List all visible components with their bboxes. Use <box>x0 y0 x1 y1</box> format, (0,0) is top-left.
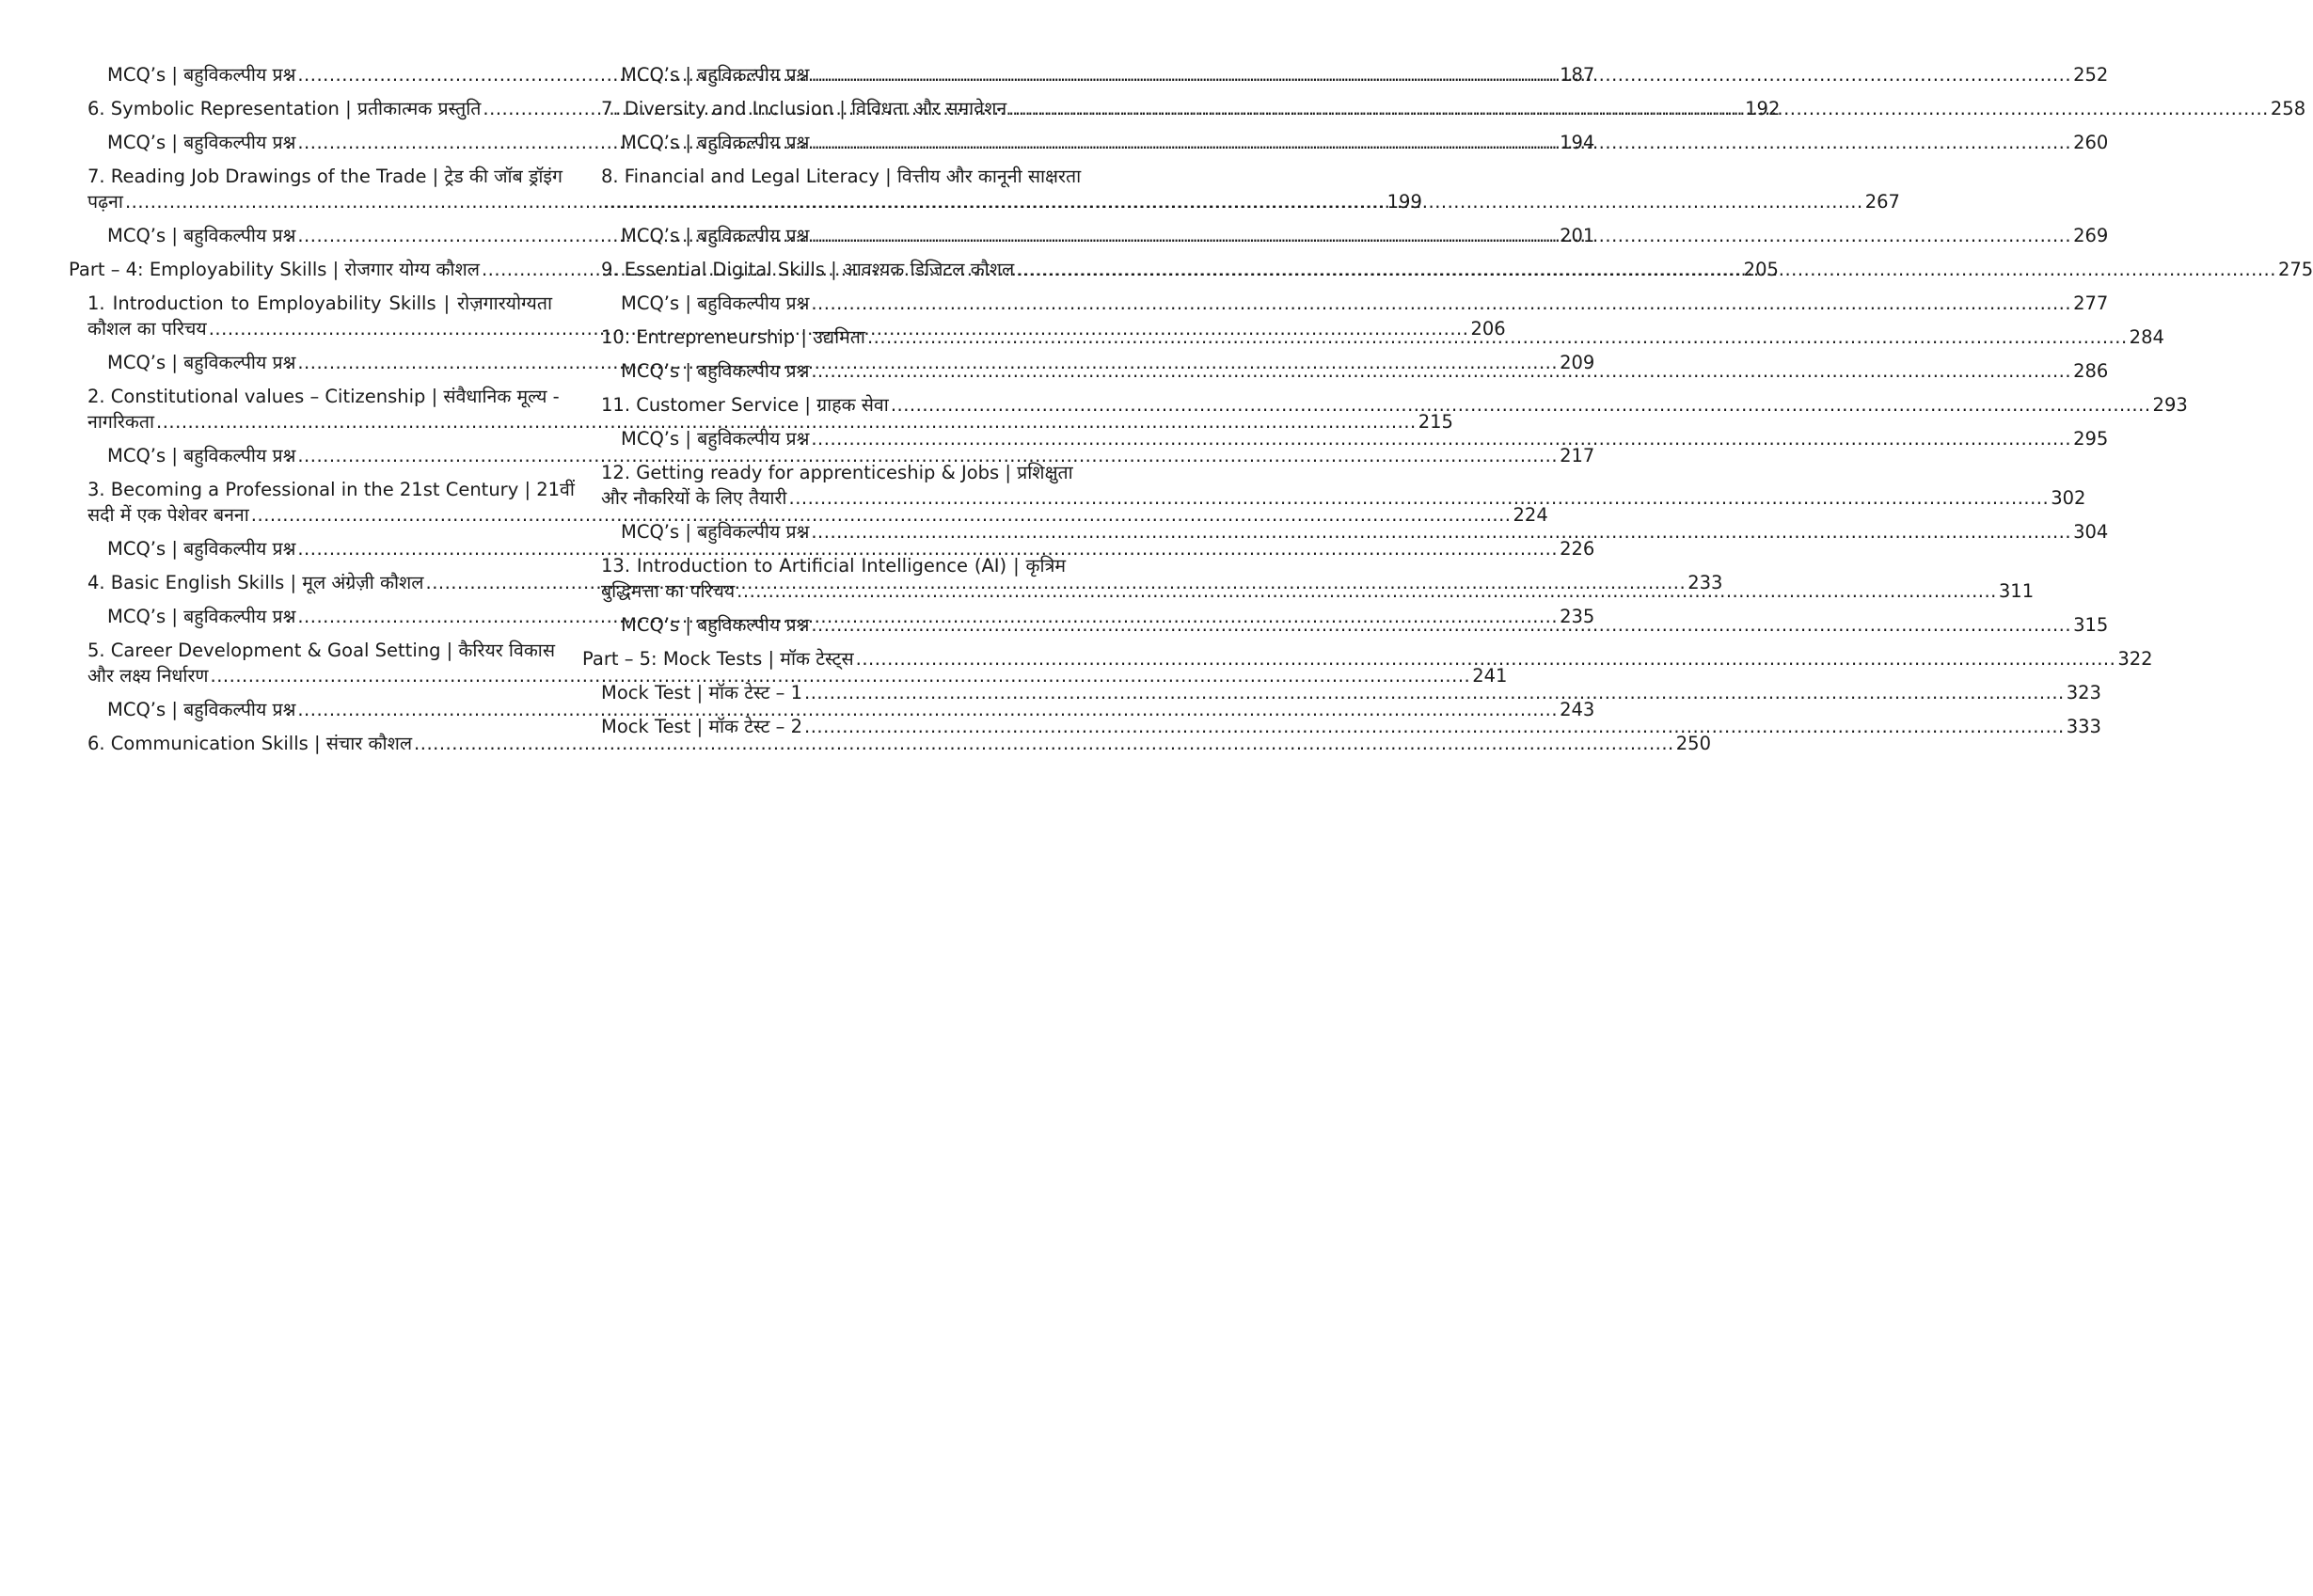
toc-entry[interactable] <box>69 536 1595 561</box>
toc-entry-title: MCQ’s | बहुविकल्पीय प्रश्न <box>107 64 296 86</box>
toc-page-number: 194 <box>1560 132 1595 153</box>
toc-entry[interactable] <box>582 714 2101 739</box>
dot-leader <box>854 646 2118 672</box>
toc-page-number: 187 <box>1560 64 1595 86</box>
toc-page-number: 284 <box>2129 326 2164 348</box>
toc-page-number: 217 <box>1560 445 1595 466</box>
toc-entry-title: MCQ’s | बहुविकल्पीय प्रश्न <box>621 521 810 543</box>
toc-entry-title: Mock Test | मॉक टेस्ट – 1 <box>601 682 803 703</box>
toc-entry[interactable] <box>582 291 2109 316</box>
toc-entry-row <box>582 646 2153 672</box>
dot-leader <box>1006 96 2271 121</box>
dot-leader <box>809 426 2073 451</box>
toc-page-number: 250 <box>1675 733 1711 754</box>
toc-page-number: 192 <box>1745 98 1781 119</box>
dot-leader <box>809 519 2073 545</box>
toc-entry-title: MCQ’s | बहुविकल्पीय प्रश्न <box>621 614 810 636</box>
toc-entry[interactable] <box>69 130 1595 155</box>
toc-entry-title-line1: 12. Getting ready for apprenticeship & Jobs | प्रशिक्षुता <box>601 462 1073 483</box>
dot-leader <box>809 62 2073 87</box>
dot-leader <box>809 612 2073 638</box>
toc-page-number: 286 <box>2073 360 2109 382</box>
toc-entry[interactable] <box>69 62 1595 87</box>
toc-entry-row <box>601 392 2188 418</box>
toc-page-number: 333 <box>2066 716 2101 737</box>
toc-entry-title: 6. Communication Skills | संचार कौशल <box>87 733 413 754</box>
toc-entry-row <box>107 350 1595 375</box>
toc-page-number: 260 <box>2073 132 2109 153</box>
toc-page-number: 252 <box>2073 64 2109 86</box>
toc-entry-title: MCQ’s | बहुविकल्पीय प्रश्न <box>107 445 296 466</box>
toc-entry-title: 10. Entrepreneurship | उद्यमिता <box>601 326 865 348</box>
toc-entry-title: MCQ’s | बहुविकल्पीय प्रश्न <box>107 606 296 627</box>
toc-entry-row <box>621 519 2109 545</box>
toc-entry-row <box>87 409 1453 435</box>
toc-entry-row <box>621 426 2109 451</box>
toc-entry-title-line2: सदी में एक पेशेवर बनना <box>87 504 249 526</box>
toc-page-number: 199 <box>1386 191 1422 213</box>
dot-leader <box>802 714 2067 739</box>
toc-page-number: 243 <box>1560 699 1595 720</box>
toc-entry[interactable] <box>582 646 2153 672</box>
toc-page-number: 215 <box>1418 411 1453 433</box>
dot-leader <box>1014 257 2278 282</box>
toc-page-number: 209 <box>1560 352 1595 373</box>
dot-leader <box>802 680 2067 705</box>
toc-entry-title: Part – 5: Mock Tests | मॉक टेस्ट्स <box>582 648 854 670</box>
toc-entry-title: MCQ’s | बहुविकल्पीय प्रश्न <box>621 225 810 246</box>
toc-entry-title-line2: नागरिकता <box>87 411 155 433</box>
toc-page-number: 267 <box>1864 191 1900 213</box>
toc-entry[interactable] <box>582 519 2109 545</box>
toc-page-number: 277 <box>2073 292 2109 314</box>
toc-entry-title-line1: 2. Constitutional values – Citizenship | संवैधानिक मूल्य - <box>87 386 560 407</box>
dot-leader <box>735 578 1999 604</box>
toc-entry[interactable] <box>582 392 2188 418</box>
toc-page-number: 311 <box>1998 580 2035 602</box>
toc-entry[interactable] <box>69 350 1595 375</box>
toc-entry-title: 11. Customer Service | ग्राहक सेवा <box>601 394 889 416</box>
toc-entry[interactable] <box>582 680 2101 705</box>
dot-leader <box>601 189 1865 214</box>
toc-entry-title-line1: 1. Introduction to Employability Skills | रोज़गारयोग्यता <box>87 292 552 314</box>
toc-page-number: 241 <box>1472 665 1508 687</box>
dot-leader <box>865 324 2130 350</box>
toc-entry-title-line2: और लक्ष्य निर्धारण <box>87 665 209 687</box>
toc-page-number: 224 <box>1513 504 1548 526</box>
toc-entry-row <box>601 680 2101 705</box>
toc-page-number: 206 <box>1470 318 1506 340</box>
dot-leader <box>809 358 2073 384</box>
toc-entry-row <box>87 731 1711 756</box>
toc-entry[interactable] <box>69 731 1711 756</box>
toc-entry[interactable] <box>69 223 1595 248</box>
toc-entry-title: 9. Essential Digital Skills | आवश्यक डिजिटल कौशल <box>601 259 1015 280</box>
toc-entry-row <box>107 443 1595 468</box>
toc-entry-row <box>107 697 1595 722</box>
dot-leader <box>809 130 2073 155</box>
toc-page-number: 226 <box>1560 538 1595 560</box>
toc-entry-row <box>107 130 1595 155</box>
toc-entry-title: MCQ’s | बहुविकल्पीय प्रश्न <box>621 132 810 153</box>
toc-page-number: 258 <box>2270 98 2306 119</box>
toc-page-number: 304 <box>2073 521 2109 543</box>
dot-leader <box>809 291 2073 316</box>
toc-entry-title: MCQ’s | बहुविकल्पीय प्रश्न <box>107 538 296 560</box>
toc-page-number: 201 <box>1560 225 1595 246</box>
toc-page-number: 205 <box>1743 259 1779 280</box>
toc-entry[interactable] <box>69 443 1595 468</box>
toc-page-number: 322 <box>2117 648 2153 670</box>
toc-entry-title-line2: और नौकरियों के लिए तैयारी <box>601 487 787 509</box>
toc-entry-row <box>107 604 1595 629</box>
toc-entry-title: 7. Diversity and Inclusion | विविधता और समावेशन <box>601 98 1007 119</box>
toc-page-number: 275 <box>2277 259 2313 280</box>
toc-entry-title-line2: पढ़ना <box>87 191 123 213</box>
toc-entry-row <box>87 502 1548 528</box>
toc-entry-title-line1: 8. Financial and Legal Literacy | वित्तीय और कानूनी साक्षरता <box>601 166 1082 187</box>
toc-entry-title-line1: 13. Introduction to Artificial Intelligence (AI) | कृत्रिम <box>601 555 1066 577</box>
toc-page-number: 323 <box>2066 682 2101 703</box>
toc-page-number: 315 <box>2073 614 2109 636</box>
toc-entry-title: MCQ’s | बहुविकल्पीय प्रश्न <box>621 360 810 382</box>
toc-entry-title: MCQ’s | बहुविकल्पीय प्रश्न <box>107 225 296 246</box>
toc-page-number: 269 <box>2073 225 2109 246</box>
toc-entry-title: 6. Symbolic Representation | प्रतीकात्मक प्रस्तुति <box>87 98 482 119</box>
toc-entry-title-line2: बुद्धिमत्ता का परिचय <box>601 580 736 602</box>
toc-entry-row <box>601 714 2101 739</box>
toc-entry-title: MCQ’s | बहुविकल्पीय प्रश्न <box>621 292 810 314</box>
toc-entry-title-line1: 5. Career Development & Goal Setting | कैरियर विकास <box>87 640 556 661</box>
toc-entry-row <box>107 536 1595 561</box>
toc-entry[interactable] <box>582 426 2109 451</box>
toc-page-number: 295 <box>2073 428 2109 450</box>
toc-entry-row <box>601 485 2086 511</box>
toc-entry-row <box>107 62 1595 87</box>
dot-leader <box>787 485 2052 511</box>
toc-entry-title: MCQ’s | बहुविकल्पीय प्रश्न <box>107 132 296 153</box>
toc-page-number: 293 <box>2152 394 2188 416</box>
toc-entry-row <box>621 291 2109 316</box>
toc-page-number: 233 <box>1687 572 1723 593</box>
toc-entry-title-line1: 3. Becoming a Professional in the 21st Century | 21वीं <box>87 479 575 500</box>
toc-entry-row <box>87 663 1508 688</box>
dot-leader <box>889 392 2153 418</box>
toc-entry-row <box>87 189 1422 214</box>
dot-leader <box>809 223 2073 248</box>
toc-entry-title-line2: कौशल का परिचय <box>87 318 207 340</box>
toc-entry[interactable] <box>69 604 1595 629</box>
toc-entry-title: MCQ’s | बहुविकल्पीय प्रश्न <box>621 428 810 450</box>
toc-page-number: 302 <box>2051 487 2086 509</box>
toc-entry-title: 4. Basic English Skills | मूल अंग्रेज़ी कौशल <box>87 572 424 593</box>
toc-entry-title: MCQ’s | बहुविकल्पीय प्रश्न <box>107 699 296 720</box>
toc-entry[interactable] <box>582 460 2086 511</box>
toc-entry-row <box>107 223 1595 248</box>
toc-entry-title-line1: 7. Reading Job Drawings of the Trade | ट्रेड की जॉब ड्रॉइंग <box>87 166 562 187</box>
toc-entry[interactable] <box>69 697 1595 722</box>
toc-page-number: 235 <box>1560 606 1595 627</box>
toc-entry-title: MCQ’s | बहुविकल्पीय प्रश्न <box>107 352 296 373</box>
toc-entry-title: MCQ’s | बहुविकल्पीय प्रश्न <box>621 64 810 86</box>
toc-entry-title: Mock Test | मॉक टेस्ट – 2 <box>601 716 803 737</box>
toc-entry-title: Part – 4: Employability Skills | रोजगार योग्य कौशल <box>69 259 480 280</box>
